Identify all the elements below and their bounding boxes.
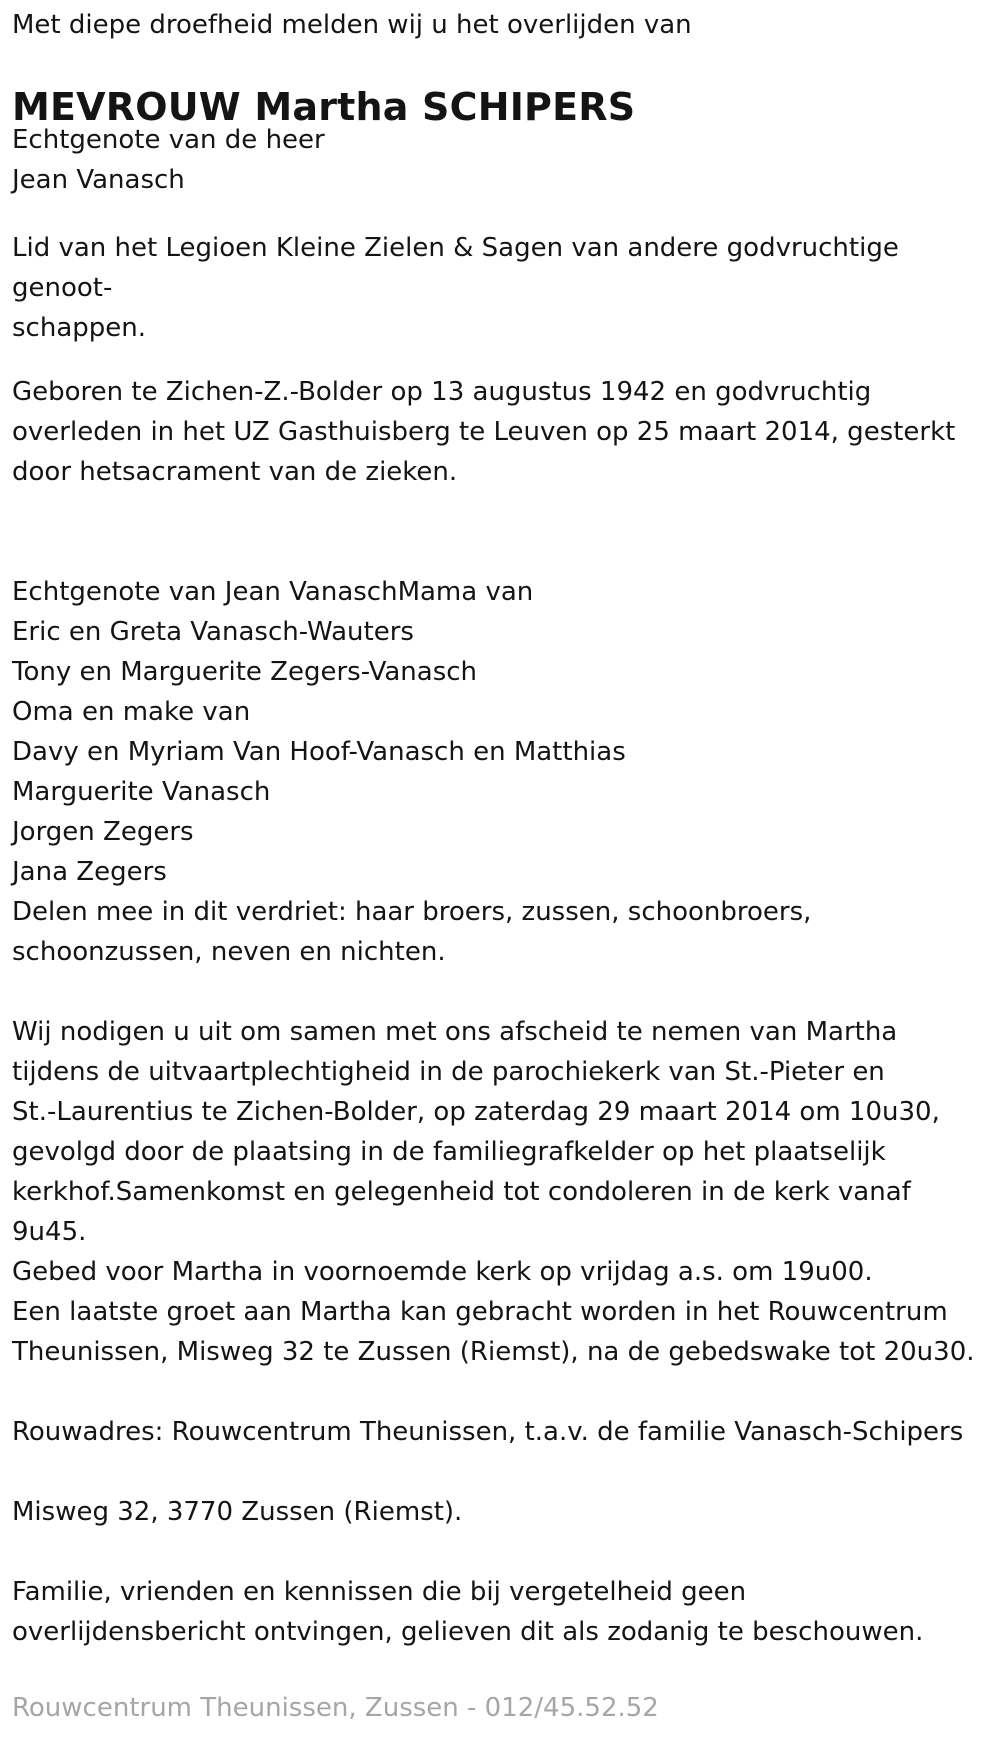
ceremony-line: tijdens de uitvaartplechtigheid in de parochiekerk van St.-Pieter en	[12, 1057, 885, 1087]
ceremony-block	[12, 1012, 975, 1372]
family-line: Marguerite Vanasch	[12, 777, 271, 807]
ceremony-line: St.-Laurentius te Zichen-Bolder, op zaterdag 29 maart 2014 om 10u30,	[12, 1097, 940, 1127]
ceremony-line: kerkhof.Samenkomst en gelegenheid tot condoleren in de kerk vanaf	[12, 1177, 911, 1207]
family-line: Echtgenote van Jean VanaschMama van	[12, 577, 534, 607]
family-line: Eric en Greta Vanasch-Wauters	[12, 617, 414, 647]
ceremony-line: Wij nodigen u uit om samen met ons afscheid te nemen van Martha	[12, 1017, 898, 1047]
membership-line: Lid van het Legioen Kleine Zielen & Sagen van andere godvruchtige	[12, 233, 899, 263]
membership-line: genoot-	[12, 273, 113, 303]
intro-text: Met diepe droefheid melden wij u het overlijden van	[12, 10, 692, 40]
membership-line: schappen.	[12, 313, 146, 343]
spouse-block	[12, 120, 325, 200]
address-block	[12, 1492, 462, 1532]
spouse-line: Echtgenote van de heer	[12, 125, 325, 155]
ceremony-line: Theunissen, Misweg 32 te Zussen (Riemst), na de gebedswake tot 20u30.	[12, 1337, 975, 1367]
ceremony-line: Gebed voor Martha in voornoemde kerk op vrijdag a.s. om 19u00.	[12, 1257, 873, 1287]
birth-line: overleden in het UZ Gasthuisberg te Leuven op 25 maart 2014, gesterkt	[12, 417, 956, 447]
family-line: Davy en Myriam Van Hoof-Vanasch en Matthias	[12, 737, 626, 767]
funeral-home-footer: Rouwcentrum Theunissen, Zussen - 012/45.52.52	[12, 1693, 659, 1723]
spouse-line: Jean Vanasch	[12, 165, 185, 195]
family-line: Delen mee in dit verdriet: haar broers, zussen, schoonbroers,	[12, 897, 812, 927]
ceremony-line: Een laatste groet aan Martha kan gebracht worden in het Rouwcentrum	[12, 1297, 948, 1327]
family-line: Jorgen Zegers	[12, 817, 194, 847]
family-line: Oma en make van	[12, 697, 251, 727]
closing-block	[12, 1572, 923, 1652]
family-line: schoonzussen, neven en nichten.	[12, 937, 446, 967]
ceremony-line: gevolgd door de plaatsing in de familiegrafkelder op het plaatselijk	[12, 1137, 886, 1167]
membership-block	[12, 228, 899, 348]
birth-line: door hetsacrament van de zieken.	[12, 457, 458, 487]
mourning-address-block	[12, 1412, 963, 1452]
family-block	[12, 572, 811, 972]
family-line: Jana Zegers	[12, 857, 167, 887]
birth-line: Geboren te Zichen-Z.-Bolder op 13 augustus 1942 en godvruchtig	[12, 377, 872, 407]
ceremony-line: 9u45.	[12, 1217, 87, 1247]
deceased-name: MEVROUW Martha SCHIPERS	[12, 85, 636, 129]
mourning-address: Rouwadres: Rouwcentrum Theunissen, t.a.v. de familie Vanasch-Schipers	[12, 1417, 964, 1447]
street-address: Misweg 32, 3770 Zussen (Riemst).	[12, 1497, 463, 1527]
birth-block	[12, 372, 955, 492]
closing-line: Familie, vrienden en kennissen die bij vergetelheid geen	[12, 1577, 747, 1607]
family-line: Tony en Marguerite Zegers-Vanasch	[12, 657, 478, 687]
closing-line: overlijdensbericht ontvingen, gelieven dit als zodanig te beschouwen.	[12, 1617, 924, 1647]
